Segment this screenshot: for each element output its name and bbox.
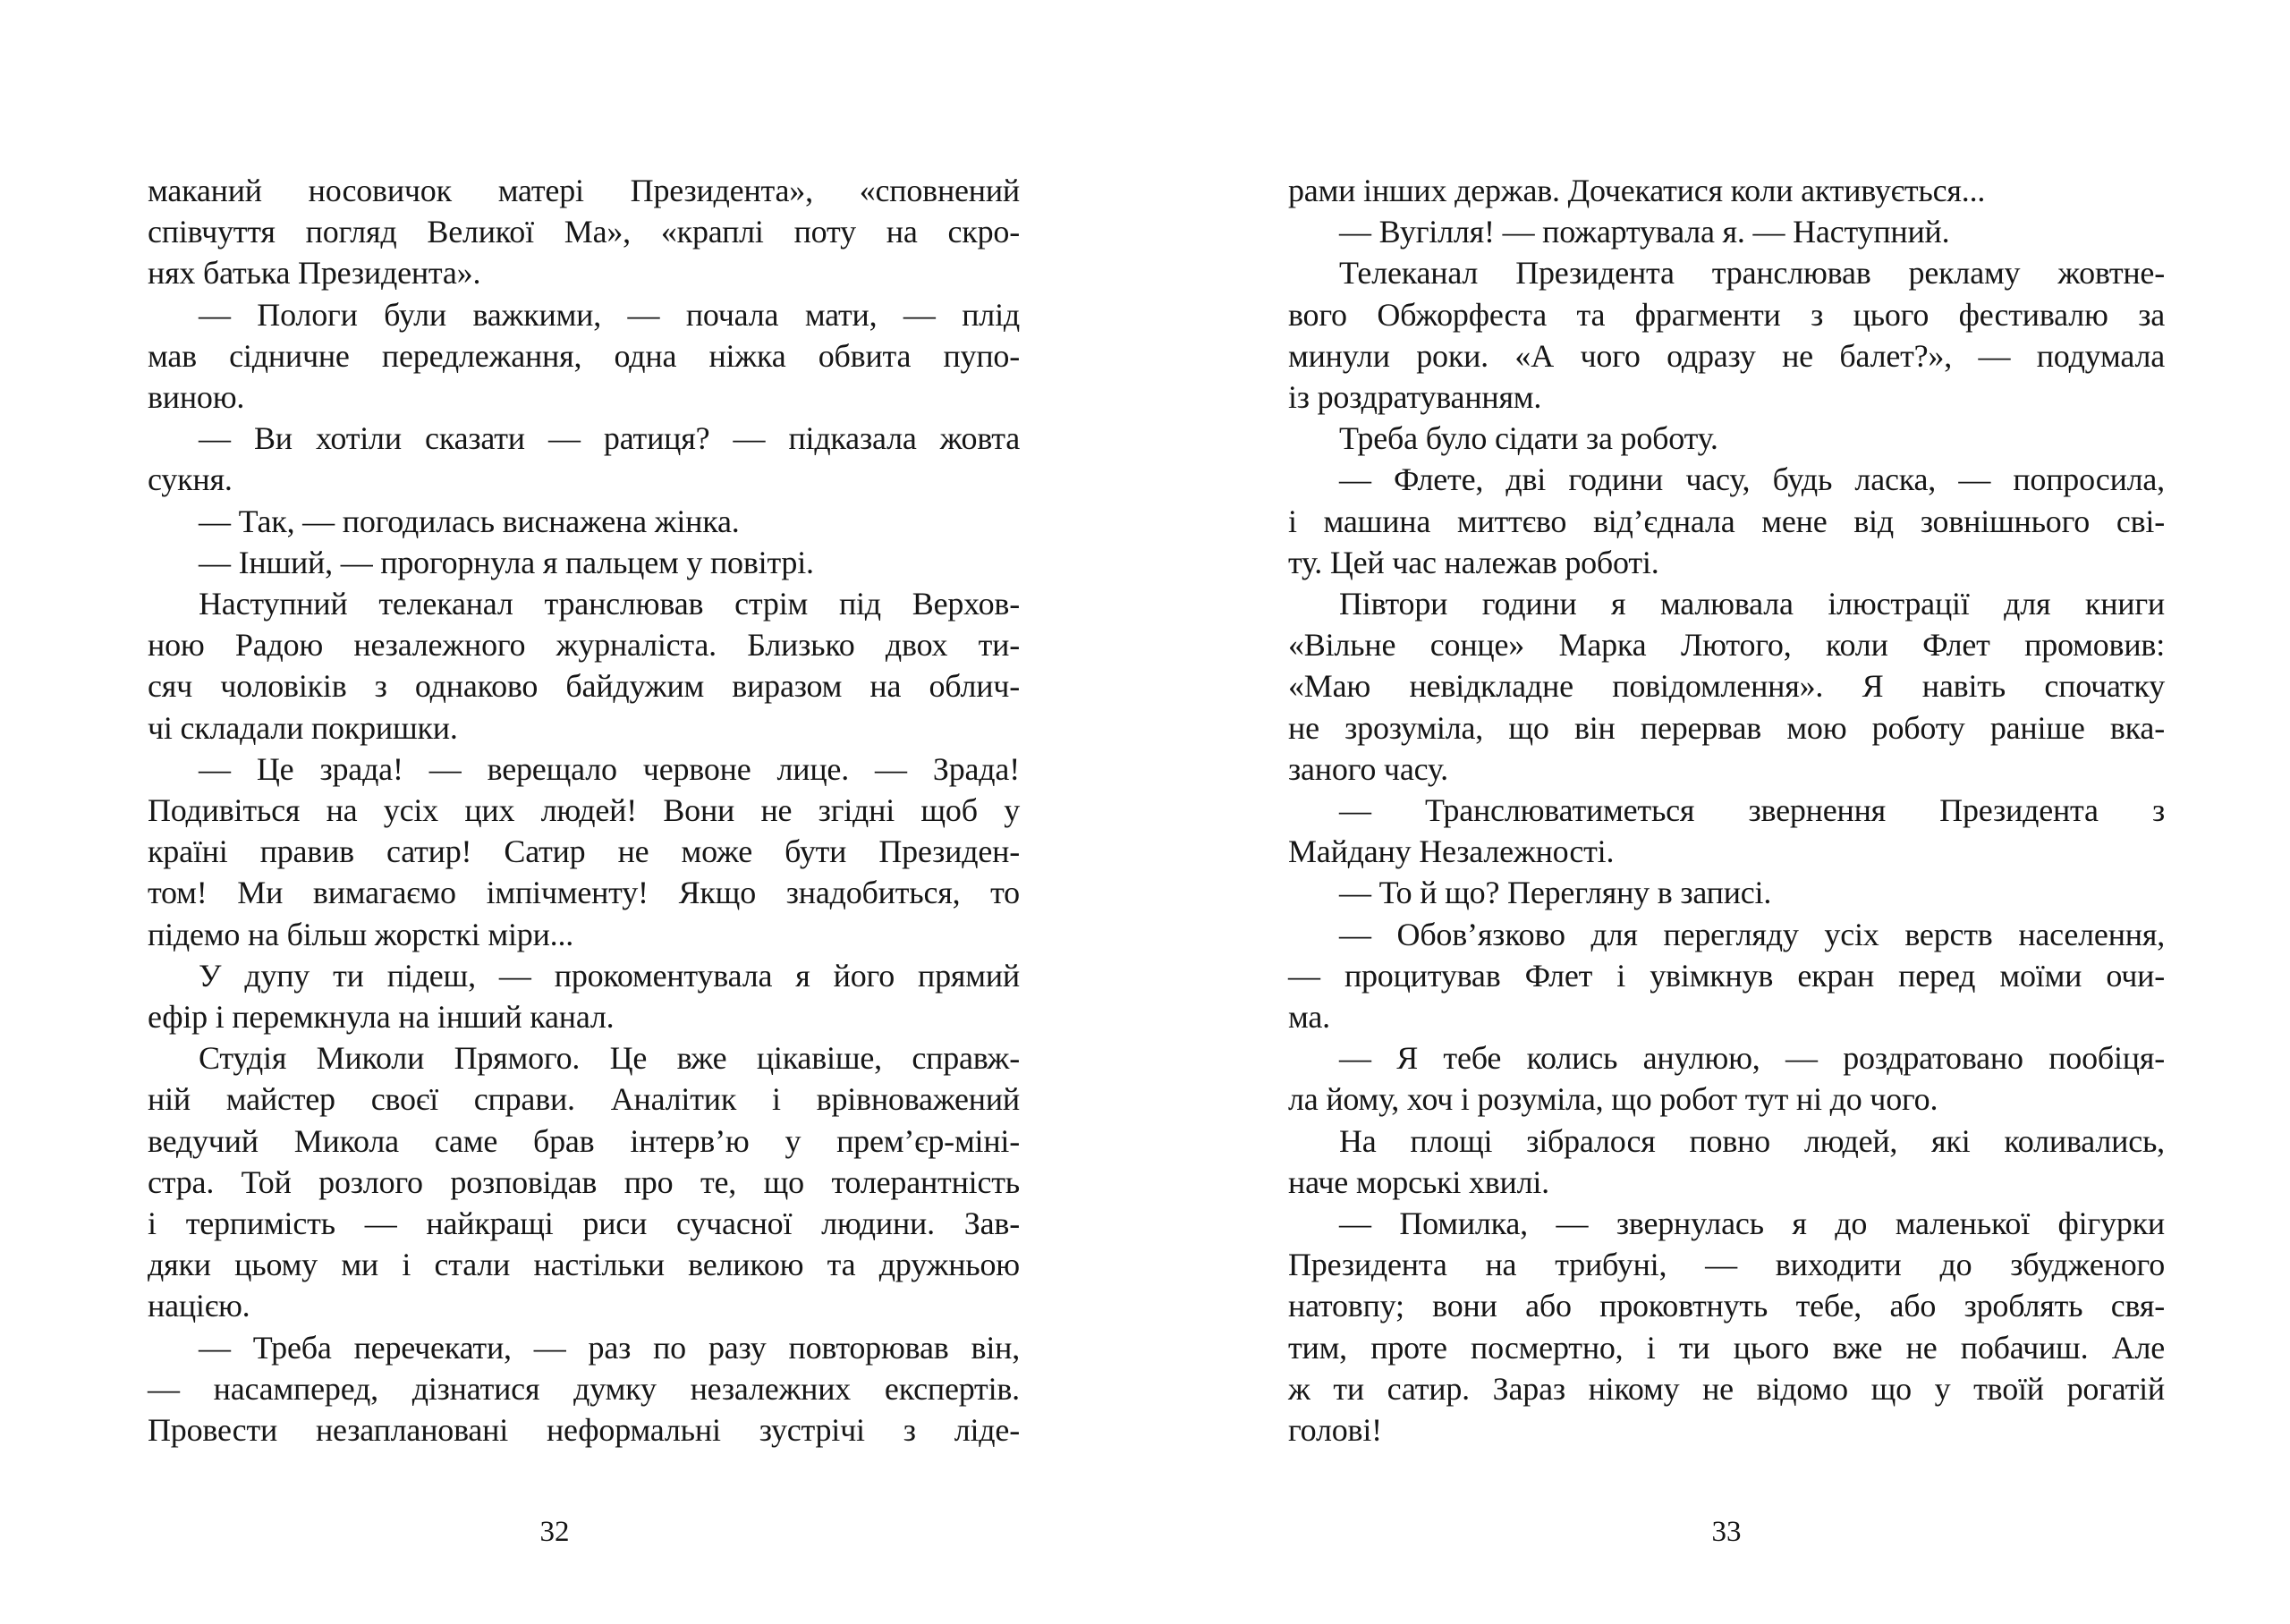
text-line: Майдану Незалежності. — [1288, 833, 1615, 870]
paragraph — [1288, 1121, 2165, 1203]
text-line: ж ти сатир. Зараз нікому не відомо що у твоїй рогатій — [1288, 1370, 2165, 1407]
text-line: голові! — [1288, 1412, 1382, 1449]
text-line: — процитував Флет і увімкнув екран перед моїми очи- — [1288, 957, 2165, 994]
text-line: — Це зрада! — верещало червоне лице. — Зрада! — [199, 750, 1020, 787]
text-line: ній майстер своєї справи. Аналітик і врівноважений — [148, 1081, 1020, 1118]
text-line: ма. — [1288, 999, 1330, 1036]
text-line: Провести незаплановані неформальні зустрічі з ліде- — [148, 1412, 1020, 1449]
paragraph — [148, 170, 1020, 294]
text-line: — Інший, — прогорнула я пальцем у повітрі. — [199, 544, 814, 580]
text-line: сукня. — [148, 461, 233, 498]
text-line: — Ви хотіли сказати — ратиця? — підказала жовта — [199, 420, 1020, 457]
text-line: Телеканал Президента транслював рекламу жовтне- — [1339, 255, 2165, 292]
text-line: У дупу ти підеш, — прокоментувала я його прямий — [199, 957, 1020, 994]
page-left-text-block — [148, 170, 1020, 1451]
text-line: — Я тебе колись анулюю, — роздратовано пообіця- — [1339, 1040, 2165, 1077]
text-line: — То й що? Перегляну в записі. — [1339, 875, 1772, 911]
text-line: виною. — [148, 379, 245, 416]
text-line: сяч чоловіків з однаково байдужим виразом на облич- — [148, 668, 1020, 705]
text-line: натовпу; вони або проковтнуть тебе, або зроблять свя- — [1288, 1288, 2165, 1324]
text-line: Подивіться на усіх цих людей! Вони не згідні щоб у — [148, 792, 1020, 829]
text-line: Півтори години я малювала ілюстрації для книги — [1339, 586, 2165, 622]
text-line: стра. Той розлого розповідав про те, що толерантність — [148, 1163, 1020, 1200]
text-line: — насамперед, дізнатися думку незалежних експертів. — [148, 1370, 1020, 1407]
text-line: мав сідничне передлежання, одна ніжка обвита пупо- — [148, 337, 1020, 374]
text-line: Наступний телеканал транслював стрім під Верхов- — [199, 586, 1020, 622]
paragraph — [1288, 914, 2165, 1038]
text-line: — Помилка, — звернулась я до маленької фігурки — [1339, 1205, 2165, 1242]
paragraph — [148, 1327, 1020, 1451]
text-line: не зрозуміла, що він перервав мою роботу раніше вка- — [1288, 709, 2165, 746]
text-line: рами інших держав. Дочекатися коли активується... — [1288, 173, 1986, 208]
paragraph — [1288, 170, 2165, 211]
paragraph — [1288, 1203, 2165, 1451]
text-line: наче морські хвилі. — [1288, 1163, 1549, 1200]
text-line: Студія Миколи Прямого. Це вже цікавіше, справж- — [199, 1040, 1020, 1077]
paragraph — [148, 955, 1020, 1037]
text-line: ною Радою незалежного журналіста. Близько двох ти- — [148, 627, 1020, 664]
text-line: маканий носовичок матері Президента», «сповнений — [148, 173, 1020, 208]
text-line: країні правив сатир! Сатир не може бути Президен- — [148, 833, 1020, 870]
text-line: — Обов’язково для перегляду усіх верств населення, — [1339, 916, 2165, 952]
page-right — [1145, 0, 2290, 1624]
paragraph — [1288, 211, 2165, 252]
text-line: ту. Цей час належав роботі. — [1288, 544, 1659, 580]
text-line: ла йому, хоч і розуміла, що робот тут ні до чого. — [1288, 1081, 1938, 1118]
text-line: заного часу. — [1288, 750, 1448, 787]
text-line: — Транслюватиметься звернення Президента з — [1339, 792, 2165, 829]
text-line: нацією. — [148, 1288, 250, 1324]
paragraph — [148, 583, 1020, 749]
paragraph — [148, 749, 1020, 955]
paragraph — [1288, 252, 2165, 418]
text-line: Треба було сідати за роботу. — [1339, 420, 1718, 457]
paragraph — [148, 294, 1020, 419]
page-right-text-block — [1288, 170, 2165, 1451]
text-line: — Флете, дві години часу, будь ласка, — попросила, — [1339, 461, 2165, 498]
text-line: ведучий Микола саме брав інтерв’ю у прем’єр-міні- — [148, 1122, 1020, 1159]
text-line: «Маю невідкладне повідомлення». Я навіть спочатку — [1288, 668, 2165, 705]
paragraph — [148, 1037, 1020, 1326]
text-line: тим, проте посмертно, і ти цього вже не побачиш. Але — [1288, 1329, 2165, 1366]
paragraph — [1288, 872, 2165, 913]
text-line: вого Обжорфеста та фрагменти з цього фестивалю за — [1288, 296, 2165, 333]
paragraph — [1288, 459, 2165, 583]
text-line: підемо на більш жорсткі міри... — [148, 916, 574, 952]
paragraph — [1288, 1037, 2165, 1120]
text-line: — Треба перечекати, — раз по разу повторював він, — [199, 1329, 1020, 1366]
text-line: минули роки. «А чого одразу не балет?», — подумала — [1288, 337, 2165, 374]
text-line: — Вугілля! — пожартувала я. — Наступний. — [1339, 214, 1950, 250]
text-line: — Так, — погодилась виснажена жінка. — [199, 503, 740, 539]
paragraph — [148, 418, 1020, 500]
text-line: ефір і перемкнула на інший канал. — [148, 999, 615, 1036]
text-line: — Пологи були важкими, — почала мати, — плід — [199, 296, 1020, 333]
text-line: і машина миттєво від’єднала мене від зовнішнього сві- — [1288, 503, 2165, 539]
text-line: том! Ми вимагаємо імпічменту! Якщо знадобиться, то — [148, 875, 1020, 911]
text-line: із роздратуванням. — [1288, 379, 1542, 416]
paragraph — [1288, 790, 2165, 872]
text-line: співчуття погляд Великої Ма», «краплі поту на скро- — [148, 214, 1020, 250]
text-line: і терпимість — найкращі риси сучасної людини. Зав- — [148, 1205, 1020, 1242]
paragraph — [1288, 418, 2165, 459]
page-left-number: 32 — [539, 1516, 570, 1548]
text-line: чі складали покришки. — [148, 709, 458, 746]
text-line: дяки цьому ми і стали настільки великою та дружньою — [148, 1247, 1020, 1283]
text-line: На площі зібралося повно людей, які коливались, — [1339, 1122, 2165, 1159]
page-right-number: 33 — [1711, 1516, 1742, 1548]
paragraph — [1288, 583, 2165, 790]
text-line: «Вільне сонце» Марка Лютого, коли Флет промовив: — [1288, 627, 2165, 664]
paragraph — [148, 542, 1020, 583]
text-line: Президента на трибуні, — виходити до збудженого — [1288, 1247, 2165, 1283]
text-line: нях батька Президента». — [148, 255, 481, 292]
paragraph — [148, 501, 1020, 542]
